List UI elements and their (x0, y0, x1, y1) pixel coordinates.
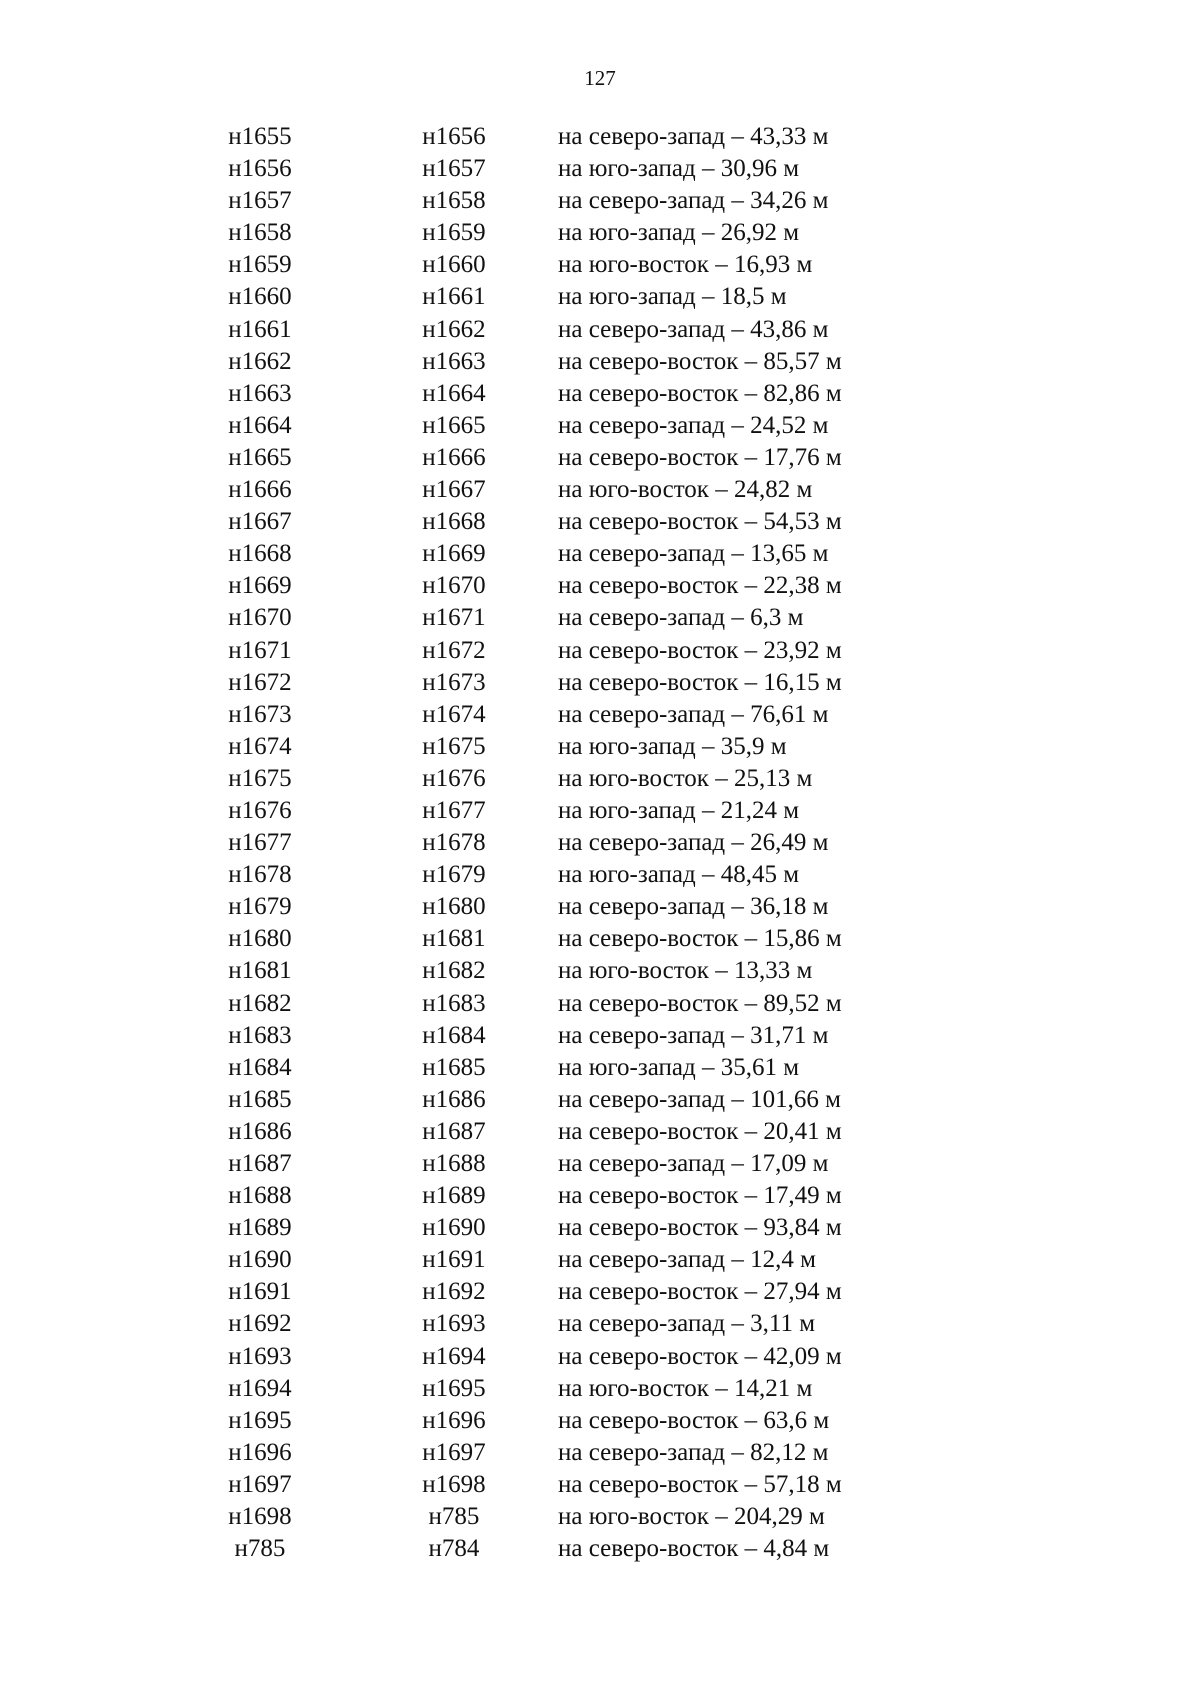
table-row (0, 1405, 1200, 1437)
direction-distance-cell: на северо-запад – 3,11 м (558, 1310, 816, 1338)
start-point-cell: н1691 (228, 1278, 292, 1306)
table-row (0, 1116, 1200, 1148)
start-point-cell: н1670 (228, 604, 292, 632)
end-point-cell: н1656 (422, 123, 486, 150)
table-row (0, 217, 1200, 249)
end-point-cell: н1665 (422, 411, 486, 439)
table-row (0, 1180, 1200, 1212)
direction-distance-cell: на северо-восток – 42,09 м (558, 1342, 842, 1370)
table-row (0, 442, 1200, 474)
start-point-cell: н1696 (228, 1438, 292, 1466)
start-point-cell: н1657 (228, 187, 292, 215)
table-row (0, 1469, 1200, 1501)
end-point-cell: н1659 (422, 219, 486, 247)
direction-distance-cell: на северо-запад – 82,12 м (558, 1438, 829, 1466)
start-point-cell: н1669 (228, 572, 292, 600)
direction-distance-cell: на северо-запад – 26,49 м (558, 829, 829, 857)
direction-distance-cell: на северо-запад – 43,86 м (558, 315, 829, 343)
start-point-cell: н1676 (228, 796, 292, 824)
table-row (0, 1308, 1200, 1340)
direction-distance-cell: на северо-запад – 43,33 м (558, 123, 829, 150)
start-point-cell: н1664 (228, 411, 292, 439)
end-point-cell: н1680 (422, 893, 486, 921)
end-point-cell: н1678 (422, 829, 486, 857)
direction-distance-cell: на юго-запад – 30,96 м (558, 155, 800, 183)
end-point-cell: н785 (428, 1503, 480, 1531)
table-row (0, 988, 1200, 1020)
direction-distance-cell: на северо-восток – 89,52 м (558, 989, 842, 1017)
table-row (0, 731, 1200, 763)
end-point-cell: н1669 (422, 540, 486, 568)
start-point-cell: н1695 (228, 1406, 292, 1434)
table-row (0, 602, 1200, 634)
table-row (0, 346, 1200, 378)
end-point-cell: н1690 (422, 1214, 486, 1242)
direction-distance-cell: на северо-восток – 23,92 м (558, 636, 842, 664)
end-point-cell: н1666 (422, 443, 486, 471)
direction-distance-cell: на северо-восток – 63,6 м (558, 1406, 830, 1434)
table-row (0, 538, 1200, 570)
direction-distance-cell: на северо-запад – 12,4 м (558, 1246, 816, 1274)
end-point-cell: н1661 (422, 283, 486, 311)
start-point-cell: н1683 (228, 1021, 292, 1049)
table-row (0, 1084, 1200, 1116)
direction-distance-cell: на северо-восток – 4,84 м (558, 1535, 830, 1563)
direction-distance-cell: на юго-восток – 13,33 м (558, 957, 813, 985)
table-row (0, 1501, 1200, 1533)
table-row (0, 1052, 1200, 1084)
start-point-cell: н1675 (228, 764, 292, 792)
start-point-cell: н1668 (228, 540, 292, 568)
direction-distance-cell: на юго-восток – 16,93 м (558, 251, 813, 279)
direction-distance-cell: на северо-запад – 24,52 м (558, 411, 829, 439)
start-point-cell: н1656 (228, 155, 292, 183)
start-point-cell: н1660 (228, 283, 292, 311)
direction-distance-cell: на юго-запад – 18,5 м (558, 283, 787, 311)
start-point-cell: н1684 (228, 1053, 292, 1081)
table-row (0, 1276, 1200, 1308)
table-row (0, 827, 1200, 859)
table-row (0, 1244, 1200, 1276)
boundary-table (0, 121, 1200, 1565)
end-point-cell: н1673 (422, 668, 486, 696)
end-point-cell: н1663 (422, 347, 486, 375)
start-point-cell: н1655 (228, 123, 292, 150)
direction-distance-cell: на юго-восток – 24,82 м (558, 476, 813, 504)
table-row (0, 1437, 1200, 1469)
direction-distance-cell: на юго-восток – 14,21 м (558, 1374, 813, 1402)
end-point-cell: н1658 (422, 187, 486, 215)
table-row (0, 314, 1200, 346)
table-row (0, 506, 1200, 538)
start-point-cell: н1661 (228, 315, 292, 343)
direction-distance-cell: на северо-восток – 16,15 м (558, 668, 842, 696)
start-point-cell: н1678 (228, 861, 292, 889)
direction-distance-cell: на юго-запад – 48,45 м (558, 861, 800, 889)
table-row (0, 185, 1200, 217)
start-point-cell: н1674 (228, 732, 292, 760)
direction-distance-cell: на северо-запад – 6,3 м (558, 604, 804, 632)
end-point-cell: н1697 (422, 1438, 486, 1466)
start-point-cell: н1693 (228, 1342, 292, 1370)
end-point-cell: н1683 (422, 989, 486, 1017)
direction-distance-cell: на северо-запад – 17,09 м (558, 1150, 829, 1177)
end-point-cell: н1668 (422, 508, 486, 536)
start-point-cell: н1665 (228, 443, 292, 471)
direction-distance-cell: на северо-восток – 17,76 м (558, 443, 842, 471)
direction-distance-cell: на северо-запад – 36,18 м (558, 893, 829, 921)
table-row (0, 378, 1200, 410)
end-point-cell: н1682 (422, 957, 486, 985)
direction-distance-cell: на северо-восток – 57,18 м (558, 1470, 842, 1498)
table-row (0, 1533, 1200, 1565)
table-row (0, 955, 1200, 987)
end-point-cell: н1671 (422, 604, 486, 632)
table-row (0, 923, 1200, 955)
direction-distance-cell: на северо-запад – 34,26 м (558, 187, 829, 215)
direction-distance-cell: на северо-запад – 13,65 м (558, 540, 829, 568)
start-point-cell: н1667 (228, 508, 292, 536)
end-point-cell: н1660 (422, 251, 486, 279)
direction-distance-cell: на юго-восток – 25,13 м (558, 764, 813, 792)
table-row (0, 410, 1200, 442)
table-row (0, 699, 1200, 731)
table-row (0, 121, 1200, 153)
table-row (0, 1148, 1200, 1180)
end-point-cell: н1696 (422, 1406, 486, 1434)
direction-distance-cell: на северо-восток – 15,86 м (558, 925, 842, 953)
direction-distance-cell: на северо-восток – 22,38 м (558, 572, 842, 600)
end-point-cell: н1691 (422, 1246, 486, 1274)
table-row (0, 1373, 1200, 1405)
end-point-cell: н1698 (422, 1470, 486, 1498)
start-point-cell: н1673 (228, 700, 292, 728)
start-point-cell: н1682 (228, 989, 292, 1017)
table-row (0, 1212, 1200, 1244)
direction-distance-cell: на юго-запад – 35,9 м (558, 732, 787, 760)
start-point-cell: н1697 (228, 1470, 292, 1498)
start-point-cell: н1679 (228, 893, 292, 921)
end-point-cell: н1675 (422, 732, 486, 760)
start-point-cell: н1698 (228, 1503, 292, 1531)
table-row (0, 859, 1200, 891)
end-point-cell: н1672 (422, 636, 486, 664)
direction-distance-cell: на северо-запад – 101,66 м (558, 1085, 841, 1113)
end-point-cell: н1674 (422, 700, 486, 728)
direction-distance-cell: на северо-восток – 20,41 м (558, 1117, 842, 1145)
start-point-cell: н1663 (228, 379, 292, 407)
start-point-cell: н1677 (228, 829, 292, 857)
start-point-cell: н1671 (228, 636, 292, 664)
direction-distance-cell: на северо-запад – 31,71 м (558, 1021, 829, 1049)
start-point-cell: н1686 (228, 1117, 292, 1145)
table-row (0, 570, 1200, 602)
direction-distance-cell: на северо-восток – 93,84 м (558, 1214, 842, 1242)
direction-distance-cell: на северо-восток – 54,53 м (558, 508, 842, 536)
direction-distance-cell: на северо-восток – 82,86 м (558, 379, 842, 407)
start-point-cell: н1680 (228, 925, 292, 953)
end-point-cell: н1670 (422, 572, 486, 600)
page-number: 127 (584, 66, 616, 90)
direction-distance-cell: на юго-запад – 21,24 м (558, 796, 800, 824)
direction-distance-cell: на юго-запад – 26,92 м (558, 219, 800, 247)
end-point-cell: н1677 (422, 796, 486, 824)
start-point-cell: н1692 (228, 1310, 292, 1338)
start-point-cell: н785 (234, 1535, 286, 1563)
end-point-cell: н1684 (422, 1021, 486, 1049)
end-point-cell: н1662 (422, 315, 486, 343)
start-point-cell: н1681 (228, 957, 292, 985)
end-point-cell: н1688 (422, 1150, 486, 1177)
table-row (0, 474, 1200, 506)
direction-distance-cell: на юго-восток – 204,29 м (558, 1503, 825, 1531)
end-point-cell: н1694 (422, 1342, 486, 1370)
end-point-cell: н1681 (422, 925, 486, 953)
start-point-cell: н1672 (228, 668, 292, 696)
table-row (0, 281, 1200, 313)
end-point-cell: н1685 (422, 1053, 486, 1081)
start-point-cell: н1687 (228, 1150, 292, 1177)
end-point-cell: н1693 (422, 1310, 486, 1338)
end-point-cell: н1695 (422, 1374, 486, 1402)
end-point-cell: н1692 (422, 1278, 486, 1306)
start-point-cell: н1694 (228, 1374, 292, 1402)
end-point-cell: н1664 (422, 379, 486, 407)
direction-distance-cell: на северо-восток – 17,49 м (558, 1182, 842, 1210)
start-point-cell: н1659 (228, 251, 292, 279)
start-point-cell: н1685 (228, 1085, 292, 1113)
table-row (0, 1341, 1200, 1373)
start-point-cell: н1666 (228, 476, 292, 504)
table-row (0, 153, 1200, 185)
table-row (0, 667, 1200, 699)
start-point-cell: н1689 (228, 1214, 292, 1242)
start-point-cell: н1658 (228, 219, 292, 247)
table-row (0, 249, 1200, 281)
end-point-cell: н1676 (422, 764, 486, 792)
start-point-cell: н1690 (228, 1246, 292, 1274)
direction-distance-cell: на северо-восток – 27,94 м (558, 1278, 842, 1306)
table-row (0, 1020, 1200, 1052)
end-point-cell: н1689 (422, 1182, 486, 1210)
table-row (0, 891, 1200, 923)
end-point-cell: н784 (428, 1535, 480, 1563)
end-point-cell: н1679 (422, 861, 486, 889)
start-point-cell: н1662 (228, 347, 292, 375)
end-point-cell: н1667 (422, 476, 486, 504)
end-point-cell: н1686 (422, 1085, 486, 1113)
direction-distance-cell: на северо-запад – 76,61 м (558, 700, 829, 728)
end-point-cell: н1657 (422, 155, 486, 183)
start-point-cell: н1688 (228, 1182, 292, 1210)
table-row (0, 763, 1200, 795)
table-row (0, 635, 1200, 667)
end-point-cell: н1687 (422, 1117, 486, 1145)
direction-distance-cell: на северо-восток – 85,57 м (558, 347, 842, 375)
direction-distance-cell: на юго-запад – 35,61 м (558, 1053, 800, 1081)
table-row (0, 795, 1200, 827)
